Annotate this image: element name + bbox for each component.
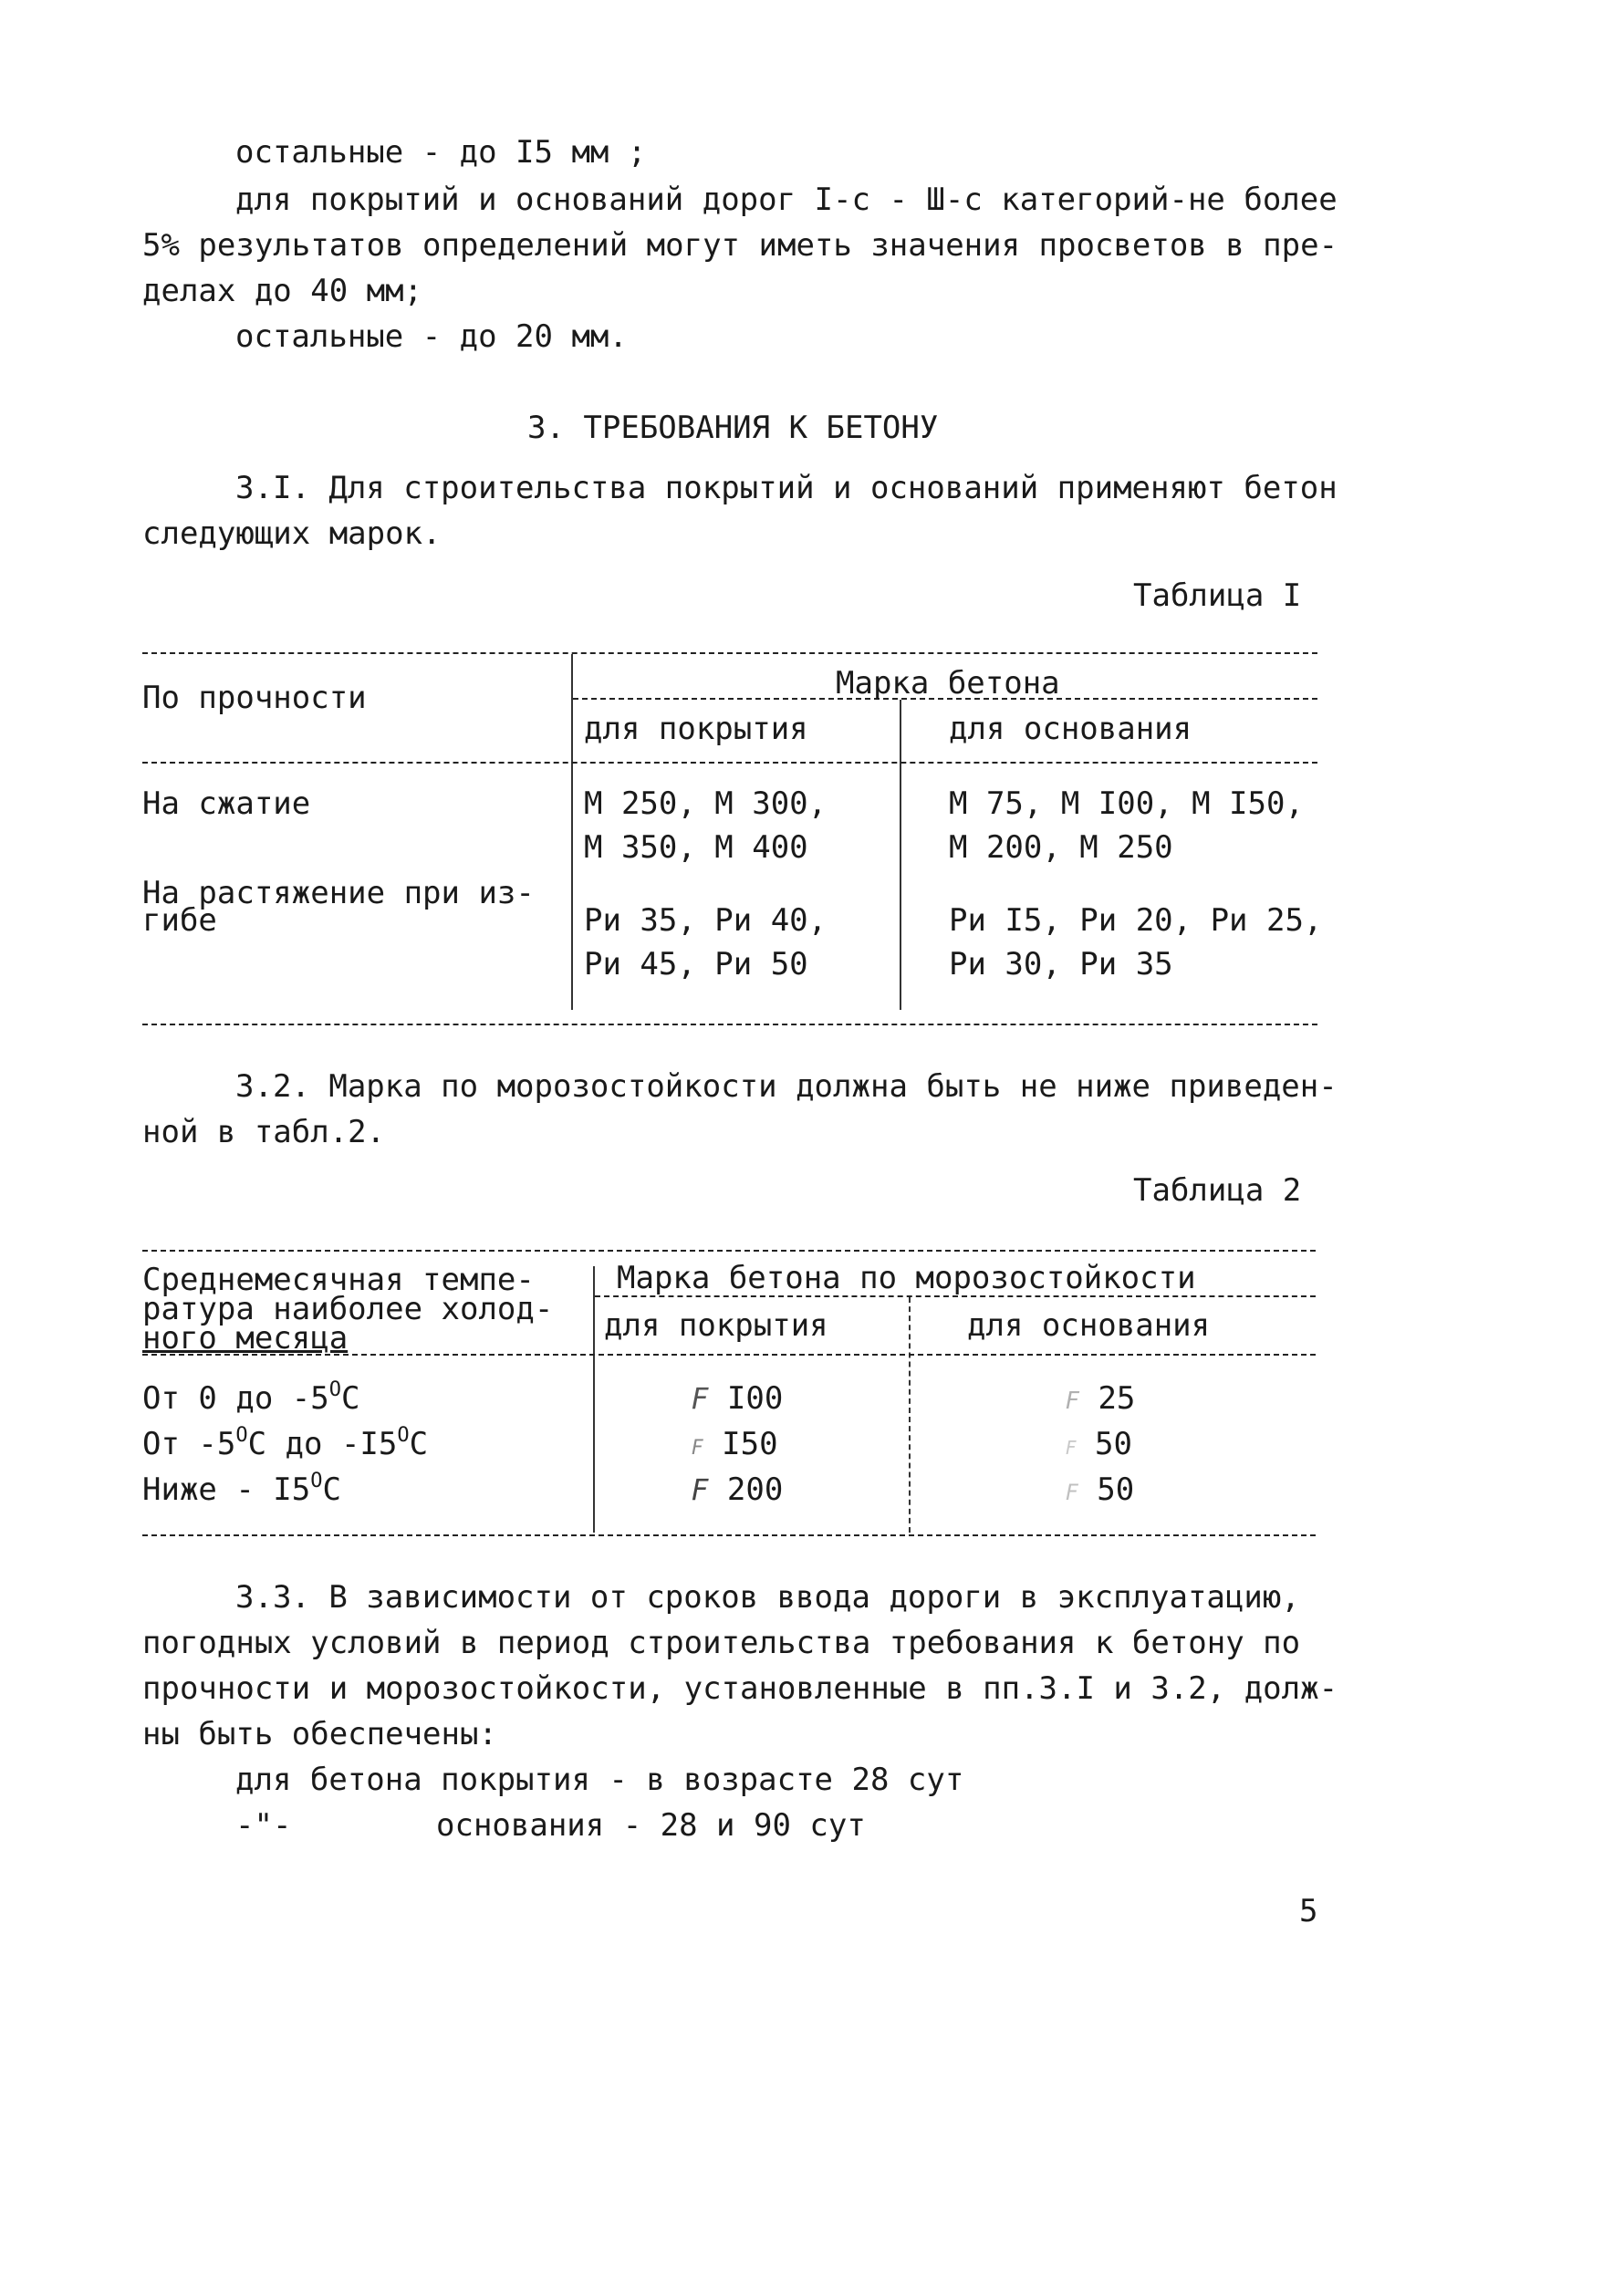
table-1-header-rule xyxy=(142,762,1317,764)
page-number: 5 xyxy=(1299,1893,1318,1929)
paragraph-3-3-line-6: основания - 28 и 90 сут xyxy=(436,1807,866,1844)
paragraph-3-3-line-4: ны быть обеспечены: xyxy=(142,1716,497,1752)
table-2-row-base: F 50 xyxy=(1066,1471,1135,1508)
paragraph-3-1-line-2: следующих марок. xyxy=(142,515,442,552)
table-2-group-header: Марка бетона по морозостойкости xyxy=(617,1260,1196,1296)
frost-prefix-mark: F xyxy=(1066,1437,1077,1459)
paragraph-3-2-line-2: ной в табл.2. xyxy=(142,1114,386,1150)
table-2-row-coating: F I50 xyxy=(692,1426,778,1462)
table-2-header-param: Среднемесячная темпе- xyxy=(142,1262,535,1298)
intro-line-2: для покрытий и оснований дорог I-с - Ш-с категорий-не более xyxy=(235,182,1338,218)
paragraph-3-1-line-1: 3.I. Для строительства покрытий и оснований применяют бетон xyxy=(235,470,1338,506)
paragraph-3-3-line-2: погодных условий в период строительства требования к бетону по xyxy=(142,1625,1301,1661)
table-2-divider-cols xyxy=(909,1297,911,1533)
table-2-header-coating: для покрытия xyxy=(604,1307,828,1344)
intro-line-4: делах до 40 мм; xyxy=(142,273,423,309)
table-2-bottom-rule xyxy=(142,1534,1316,1536)
table-1-row-base: Ри I5, Ри 20, Ри 25, xyxy=(949,902,1323,939)
table-1-bottom-rule xyxy=(142,1024,1317,1025)
table-1-row-coating: Ри 35, Ри 40, xyxy=(584,902,828,939)
paragraph-3-3-ditto-mark: -"- xyxy=(235,1807,292,1844)
table-2-row-coating: F I00 xyxy=(692,1380,784,1417)
table-1-group-header: Марка бетона xyxy=(836,665,1060,702)
table-1-row-name: На сжатие xyxy=(142,785,311,822)
table-1-row-name: гибе xyxy=(142,902,217,939)
table-1-caption: Таблица I xyxy=(1133,577,1302,614)
table-1-row-coating: Ри 45, Ри 50 xyxy=(584,946,808,983)
table-1-header-base: для основания xyxy=(949,711,1192,747)
table-1-divider-param xyxy=(571,654,573,1010)
frost-prefix-mark: F xyxy=(1066,1480,1078,1505)
frost-prefix-mark: F xyxy=(1066,1388,1079,1415)
paragraph-3-3-line-5: для бетона покрытия - в возрасте 28 сут xyxy=(235,1762,964,1798)
intro-line-5: остальные - до 20 мм. xyxy=(235,318,628,355)
table-1-row-coating: М 250, М 300, xyxy=(584,785,828,822)
table-2-row-temp: Ниже - $I5^ОС$ xyxy=(142,1470,341,1508)
frost-prefix-mark: F xyxy=(692,1472,709,1507)
intro-line-3: 5% результатов определений могут иметь значения просветов в пре- xyxy=(142,227,1338,264)
table-2-row-temp: От $-5^ОС$ до $-I5^ОС$ xyxy=(142,1424,429,1462)
table-2-header-param: ного месяца xyxy=(142,1320,349,1357)
table-2-header-base: для основания xyxy=(967,1307,1211,1344)
table-1-row-coating: М 350, М 400 xyxy=(584,829,808,866)
table-2-row-base: F 25 xyxy=(1066,1380,1136,1417)
paragraph-3-3-line-1: 3.3. В зависимости от сроков ввода дороги в эксплуатацию, xyxy=(235,1579,1300,1616)
table-2-row-base: F 50 xyxy=(1066,1426,1132,1462)
table-1-top-rule xyxy=(142,652,1317,654)
table-2-row-coating: F 200 xyxy=(692,1471,784,1508)
table-1-row-base: М 75, М I00, М I50, xyxy=(949,785,1304,822)
table-1-row-name: На растяжение при из- xyxy=(142,875,535,911)
paragraph-3-2-line-1: 3.2. Марка по морозостойкости должна быть не ниже приведен- xyxy=(235,1068,1338,1105)
paragraph-3-3-line-3: прочности и морозостойкости, установленные в пп.3.I и 3.2, долж- xyxy=(142,1670,1338,1707)
table-2-row-temp: От 0 до $-5^ОС$ xyxy=(142,1378,360,1417)
table-2-top-rule xyxy=(142,1250,1316,1252)
intro-line-1: остальные - до I5 мм ; xyxy=(235,134,647,171)
table-1-row-base: Ри 30, Ри 35 xyxy=(949,946,1173,983)
frost-prefix-mark: F xyxy=(692,1437,703,1460)
section-heading: 3. ТРЕБОВАНИЯ К БЕТОНУ xyxy=(527,410,939,446)
table-2-divider-param xyxy=(593,1266,595,1533)
table-1-row-base: М 200, М 250 xyxy=(949,829,1173,866)
table-1-header-param: По прочности xyxy=(142,680,367,716)
table-2-caption: Таблица 2 xyxy=(1133,1172,1302,1209)
frost-prefix-mark: F xyxy=(692,1381,709,1416)
table-1-divider-cols xyxy=(900,700,901,1010)
table-1-header-coating: для покрытия xyxy=(584,711,808,747)
table-2-header-param: ратура наиболее холод- xyxy=(142,1291,554,1327)
